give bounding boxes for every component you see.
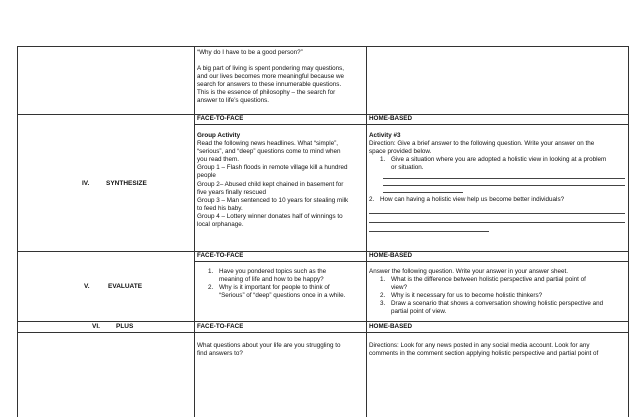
synthesize-row-label [82, 180, 147, 187]
plus-f2f-header: FACE-TO-FACE [197, 323, 244, 330]
row-divider-synthesize [17, 114, 629, 115]
intro-line: answer to life’s questions. [197, 97, 269, 105]
answer-line[interactable] [383, 179, 625, 186]
evaluate-row-label [84, 283, 142, 290]
evaluate-home-intro: Answer the following question. Write your answer in your answer sheet. [369, 268, 569, 275]
table-border-top [17, 46, 629, 47]
intro-line: and our lives becomes more meaningful because we [197, 73, 345, 81]
item-text: Have you pondered topics such as the [219, 268, 327, 275]
evaluate-home-content [369, 268, 626, 317]
intro-line: This is the essence of philosophy – the search for [197, 89, 336, 97]
activity-line: Group 2– Abused child kept chained in basement for [197, 180, 344, 188]
activity-line: to feed his baby. [197, 204, 243, 212]
answer-line[interactable] [369, 225, 489, 232]
table-border-left [17, 46, 18, 417]
plus-home-line: Directions: Look for any news posted in any social media account. Look for any [369, 342, 590, 349]
item-number: 1. [380, 276, 386, 284]
activity-line: Group 3 – Man sentenced to 10 years for stealing milk [197, 196, 349, 204]
activity-line: “serious”, and “deep” questions come to mind when [197, 148, 341, 156]
question-text: Give a situation where you are adopted a holistic view in looking at a problem [391, 156, 607, 164]
answer-line[interactable] [383, 172, 625, 179]
evaluate-roman: V. [84, 283, 90, 290]
header-divider-evaluate [194, 261, 629, 262]
plus-roman: VI. [92, 323, 100, 330]
synthesize-f2f-content [197, 132, 365, 229]
answer-line[interactable] [369, 207, 625, 214]
intro-cell [197, 49, 363, 106]
question-text: How can having a holistic view help us become better individuals? [380, 196, 565, 204]
activity-line: people [197, 172, 216, 180]
column-divider-1 [194, 46, 195, 417]
plus-f2f-line: find answers to? [197, 350, 243, 358]
plus-row-label [92, 323, 133, 330]
plus-f2f-content [197, 342, 365, 358]
plus-home-line: comments in the comment section applying holistic perspective and partial point of [369, 350, 599, 358]
activity-line: local orphanage. [197, 221, 244, 229]
synthesize-home-content [369, 132, 626, 232]
table-border-right [628, 46, 629, 417]
intro-line: A big part of living is spent pondering may questions, [197, 65, 345, 73]
plus-label: PLUS [116, 323, 134, 330]
evaluate-label: EVALUATE [108, 283, 143, 290]
item-text: What is the difference between holistic perspective and partial point of [391, 276, 586, 284]
activity-line: Read the following news headlines. What “simple”, [197, 140, 339, 148]
item-number: 1. [208, 268, 214, 275]
intro-question: “Why do I have to be a good person?” [197, 49, 303, 56]
activity-line: Group 1 – Flash floods in remote village kill a hundred [197, 164, 348, 172]
row-divider-plus [17, 321, 629, 322]
item-text: Why is it necessary for us to become holistic thinkers? [391, 292, 543, 300]
item-number: 2. [380, 292, 386, 300]
intro-line: search for answers to these innumerable questions. [197, 81, 342, 89]
item-number: 2. [208, 284, 214, 292]
home-activity-title: Activity #3 [369, 132, 401, 139]
question-number: 2. [369, 196, 375, 204]
item-number: 3. [380, 300, 386, 308]
item-text: partial point of view. [391, 308, 447, 316]
synthesize-home-header: HOME-BASED [369, 115, 413, 122]
home-direction-line: Direction: Give a brief answer to the following question. Write your answer on the [369, 140, 595, 148]
activity-line: five years finally rescued [197, 188, 266, 196]
plus-f2f-line: What questions about your life are you struggling to [197, 342, 341, 349]
question-number: 1. [380, 156, 386, 164]
item-text: Why is it important for people to think of [219, 284, 330, 292]
item-text: meaning of life and how to be happy? [219, 276, 324, 284]
row-divider-evaluate [17, 251, 629, 252]
item-text: “Serious” of “deep” questions once in a while. [219, 292, 346, 300]
item-text: Draw a scenario that shows a conversation showing holistic perspective and [391, 300, 604, 308]
synthesize-f2f-header: FACE-TO-FACE [197, 115, 244, 122]
home-direction-line: space provided below. [369, 148, 432, 156]
plus-home-header: HOME-BASED [369, 323, 413, 330]
plus-home-content [369, 342, 627, 358]
synthesize-roman: IV. [82, 180, 90, 187]
header-divider-plus [17, 332, 629, 333]
activity-title: Group Activity [197, 132, 241, 139]
answer-line[interactable] [383, 186, 463, 193]
activity-line: Group 4 – Lottery winner donates half of winnings to [197, 212, 343, 220]
header-divider-synthesize [194, 124, 629, 125]
synthesize-label: SYNTHESIZE [106, 180, 147, 187]
question-text: or situation. [391, 164, 424, 172]
evaluate-home-header: HOME-BASED [369, 252, 413, 259]
answer-line[interactable] [369, 216, 625, 223]
activity-line: you read them. [197, 156, 240, 164]
item-text: view? [391, 284, 408, 292]
evaluate-f2f-header: FACE-TO-FACE [197, 252, 244, 259]
column-divider-2 [366, 46, 367, 417]
evaluate-f2f-content [197, 268, 365, 300]
